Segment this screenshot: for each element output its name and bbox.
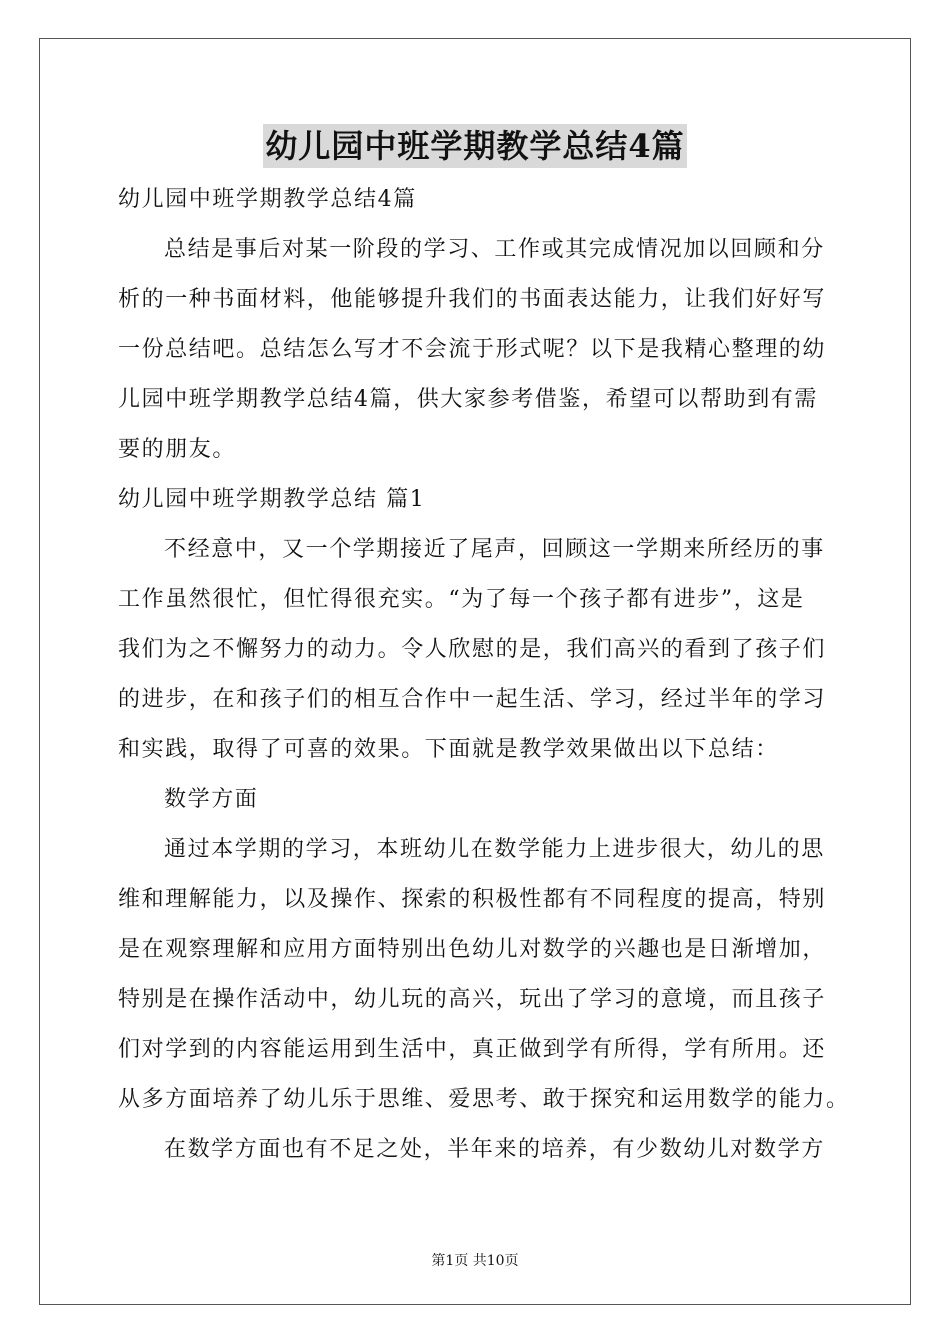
- page-footer: 第1页 共10页: [431, 1253, 519, 1269]
- intro-line: 儿园中班学期教学总结4篇，供大家参考借鉴，希望可以帮助到有需: [118, 387, 818, 412]
- paragraph-line: 们对学到的内容能运用到生活中，真正做到学有所得，学有所用。还: [118, 1037, 827, 1062]
- paragraph-line: 是在观察理解和应用方面特别出色幼儿对数学的兴趣也是日渐增加，: [118, 937, 827, 962]
- paragraph-line: 特别是在操作活动中，幼儿玩的高兴，玩出了学习的意境，而且孩子: [118, 987, 827, 1012]
- section-heading: 幼儿园中班学期教学总结 篇1: [118, 487, 426, 512]
- intro-line: 要的朋友。: [118, 437, 237, 462]
- paragraph-line: 和实践，取得了可喜的效果。下面就是教学效果做出以下总结：: [118, 737, 779, 762]
- sub-heading: 数学方面: [164, 787, 259, 812]
- subtitle: 幼儿园中班学期教学总结4篇: [118, 187, 417, 212]
- paragraph-line: 从多方面培养了幼儿乐于思维、爱思考、敢于探究和运用数学的能力。: [118, 1087, 850, 1112]
- intro-line: 总结是事后对某一阶段的学习、工作或其完成情况加以回顾和分: [164, 237, 825, 262]
- paragraph-line: 的进步，在和孩子们的相互合作中一起生活、学习，经过半年的学习: [118, 687, 827, 712]
- title-container: [0, 124, 950, 168]
- paragraph-line: 不经意中，又一个学期接近了尾声，回顾这一学期来所经历的事: [164, 537, 825, 562]
- paragraph-line: 通过本学期的学习，本班幼儿在数学能力上进步很大，幼儿的思: [164, 837, 825, 862]
- intro-line: 析的一种书面材料，他能够提升我们的书面表达能力，让我们好好写: [118, 287, 827, 312]
- intro-line: 一份总结吧。总结怎么写才不会流于形式呢？以下是我精心整理的幼: [118, 337, 827, 362]
- paragraph-line: 我们为之不懈努力的动力。令人欣慰的是，我们高兴的看到了孩子们: [118, 637, 827, 662]
- paragraph-line: 维和理解能力，以及操作、探索的积极性都有不同程度的提高，特别: [118, 887, 827, 912]
- document-body: [118, 180, 850, 1180]
- document-title: 幼儿园中班学期教学总结4篇: [263, 124, 686, 168]
- paragraph-line: 工作虽然很忙，但忙得很充实。“为了每一个孩子都有进步”，这是: [118, 587, 805, 612]
- paragraph-line: 在数学方面也有不足之处，半年来的培养，有少数幼儿对数学方: [164, 1137, 825, 1162]
